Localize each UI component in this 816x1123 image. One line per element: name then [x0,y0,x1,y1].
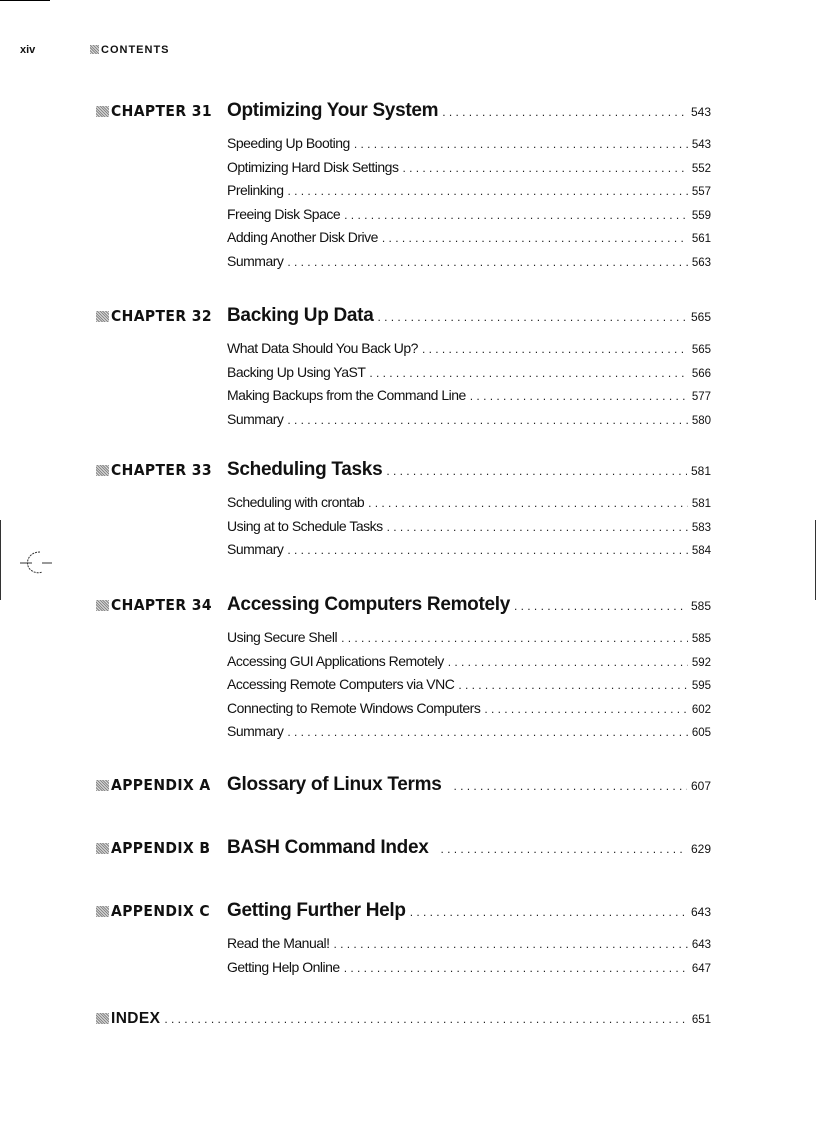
toc-appendix-c [96,900,711,982]
dot-leader [470,389,688,403]
section-title: Using at to Schedule Tasks [227,517,383,534]
chapter-page: 543 [690,105,711,119]
section-list [227,494,711,565]
chapter-title-line[interactable] [227,594,711,616]
section-title: Accessing GUI Applications Remotely [227,652,444,669]
section-title: Getting Help Online [227,958,340,975]
section-page: 602 [691,703,711,716]
dot-leader [441,842,687,856]
section-page: 583 [691,521,711,534]
square-bullet-icon [96,906,109,917]
chapter-title: Scheduling Tasks [227,459,383,480]
section-list [227,340,711,434]
dot-leader [334,937,688,951]
chapter-title: Accessing Computers Remotely [227,594,511,615]
toc-section[interactable] [227,206,711,230]
chapter-title-line[interactable] [227,100,711,122]
toc-section[interactable] [227,629,711,653]
chapter-page: 565 [690,310,711,324]
section-title: Scheduling with crontab [227,494,365,510]
square-bullet-icon [96,1013,109,1024]
chapter-page: 607 [690,779,711,793]
toc-section[interactable] [227,135,711,159]
index-label [96,1010,160,1028]
section-title: Summary [227,410,284,427]
crop-mark-left [0,520,1,600]
square-bullet-icon [96,106,109,117]
chapter-label [96,102,212,120]
section-title: Summary [227,541,284,557]
dot-leader [287,184,687,198]
chapter-label-text: CHAPTER 33 [111,461,212,479]
toc-section[interactable] [227,159,711,183]
registration-mark-icon [18,548,54,576]
chapter-title-line[interactable] [227,305,711,327]
section-page: 552 [691,162,711,175]
chapter-title-line[interactable] [227,774,711,796]
dot-leader [354,137,688,151]
chapter-label [96,776,211,794]
toc-section[interactable] [227,253,711,277]
square-bullet-icon [90,45,99,54]
page-number: xiv [20,44,36,56]
dot-leader [368,496,688,510]
section-title: Adding Another Disk Drive [227,229,378,245]
section-page: 565 [691,344,711,356]
toc-section[interactable] [227,387,711,411]
section-page: 577 [691,391,711,403]
square-bullet-icon [96,843,109,854]
toc-section[interactable] [227,653,711,677]
toc-chapter-32 [96,305,711,434]
chapter-label [96,596,212,614]
dot-leader [484,702,687,716]
section-title: Using Secure Shell [227,629,338,645]
section-title: Accessing Remote Computers via VNC [227,676,455,692]
chapter-page: 629 [690,842,711,856]
chapter-title-line[interactable] [227,837,711,859]
dot-leader [344,208,688,222]
chapter-label [96,839,210,857]
section-title: Optimizing Hard Disk Settings [227,158,399,175]
chapter-page: 643 [690,905,711,919]
chapter-title: Backing Up Data [227,305,374,326]
square-bullet-icon [96,780,109,791]
index-label-text: INDEX [111,1010,161,1027]
chapter-label [96,307,212,325]
section-list [227,935,711,982]
dot-leader [287,543,687,557]
toc-section[interactable] [227,700,711,724]
chapter-label-text: APPENDIX A [111,776,211,794]
chapter-label-text: APPENDIX B [111,839,211,857]
chapter-title: BASH Command Index [227,837,429,858]
section-page: 584 [691,545,711,557]
dot-leader [287,255,687,269]
square-bullet-icon [96,311,109,322]
section-title: What Data Should You Back Up? [227,340,418,356]
section-page: 561 [691,233,711,245]
section-title: Summary [227,252,284,269]
section-list [227,629,711,747]
dot-leader [287,413,687,427]
section-page: 595 [691,680,711,692]
chapter-label-text: CHAPTER 34 [111,596,212,614]
toc-chapter-31 [96,100,711,276]
dot-leader [402,161,687,175]
chapter-title-line[interactable] [227,900,711,922]
section-title: Connecting to Remote Windows Computers [227,699,481,716]
chapter-label-text: APPENDIX C [111,902,211,920]
chapter-label-text: CHAPTER 32 [111,307,212,325]
running-header [20,44,170,56]
section-page: 643 [691,939,711,951]
toc-section[interactable] [227,518,711,542]
dot-leader [344,961,688,975]
section-title: Prelinking [227,182,284,198]
toc-section[interactable] [227,494,711,518]
toc-section[interactable] [227,340,711,364]
section-page: 592 [691,656,711,669]
toc-section[interactable] [227,541,711,565]
chapter-title: Optimizing Your System [227,100,439,121]
dot-leader [453,779,686,793]
section-title: Speeding Up Booting [227,135,350,151]
dot-leader [386,464,687,478]
toc-chapter-34 [96,594,711,747]
toc-section[interactable] [227,182,711,206]
section-title: Backing Up Using YaST [227,363,366,380]
toc-section[interactable] [227,364,711,388]
section-title: Summary [227,723,284,739]
toc-section[interactable] [227,935,711,959]
chapter-label-text: CHAPTER 31 [111,102,212,120]
dot-leader [448,655,688,669]
toc-section[interactable] [227,229,711,253]
chapter-label [96,902,210,920]
chapter-title: Glossary of Linux Terms [227,774,442,795]
chapter-title: Getting Further Help [227,900,406,921]
page-top-rule [0,0,50,1]
section-page: 605 [691,727,711,739]
dot-leader [442,105,687,119]
dot-leader [377,310,686,324]
dot-leader [387,520,688,534]
section-page: 563 [691,256,711,269]
toc-appendix-a [96,774,711,796]
chapter-title-line[interactable] [227,459,711,481]
section-page: 543 [691,139,711,151]
dot-leader [514,599,687,613]
toc-section[interactable] [227,959,711,983]
chapter-page: 581 [690,464,711,478]
dot-leader [287,725,687,739]
dot-leader [164,1012,687,1026]
chapter-page: 585 [690,599,711,613]
dot-leader [458,678,688,692]
section-page: 559 [691,209,711,222]
dot-leader [422,342,688,356]
toc-section[interactable] [227,411,711,435]
section-title: Freeing Disk Space [227,205,341,222]
toc-chapter-33 [96,459,711,565]
section-title: Making Backups from the Command Line [227,387,466,403]
toc-section[interactable] [227,676,711,700]
chapter-label [96,461,212,479]
section-page: 647 [691,962,711,975]
section-page: 557 [691,186,711,198]
section-page: 566 [691,367,711,380]
toc-appendix-b [96,837,711,859]
toc-index [96,1010,711,1028]
dot-leader [341,631,688,645]
running-header-title: CONTENTS [101,44,170,56]
section-title: Read the Manual! [227,935,330,951]
section-list [227,135,711,276]
dot-leader [369,366,687,380]
section-page: 581 [691,498,711,510]
dot-leader [410,905,687,919]
square-bullet-icon [96,465,109,476]
dot-leader [382,231,688,245]
square-bullet-icon [96,600,109,611]
section-page: 580 [691,414,711,427]
index-line[interactable] [96,1010,711,1028]
index-page: 651 [691,1014,711,1026]
toc-section[interactable] [227,723,711,747]
section-page: 585 [691,633,711,645]
